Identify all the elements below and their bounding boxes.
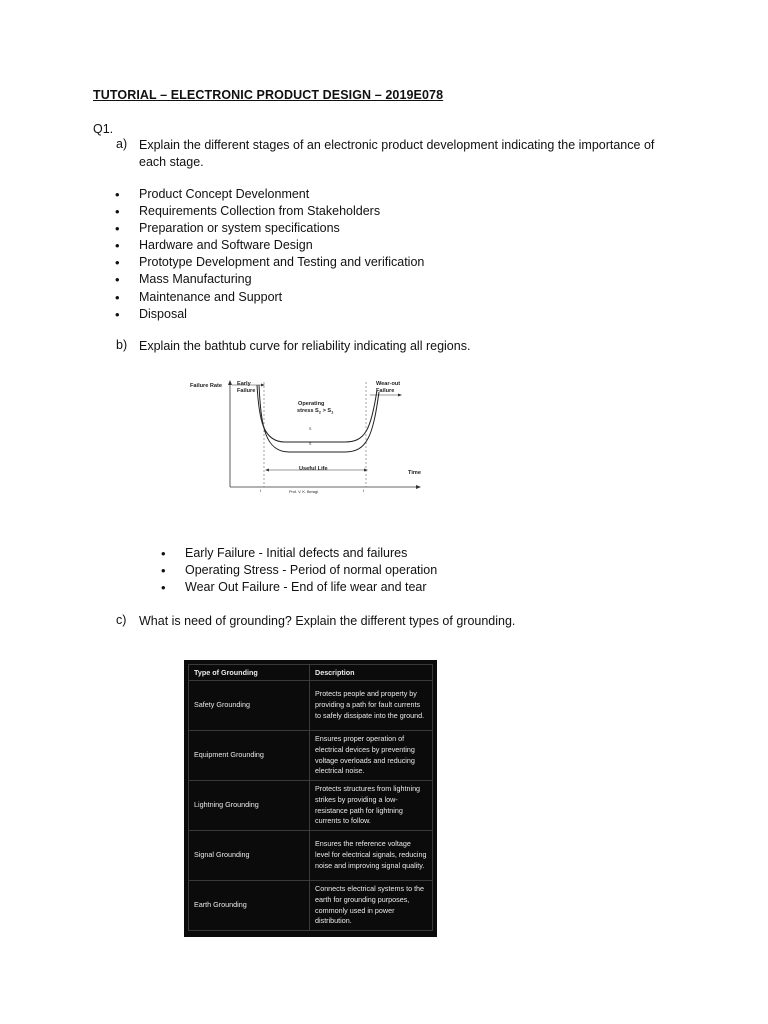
column-header: Description [310,665,433,681]
list-item: • Hardware and Software Design [93,237,424,254]
grounding-type-cell: Earth Grounding [189,881,310,931]
t1-marker: t [260,489,261,493]
grounding-table [188,664,433,931]
part-c-question: What is need of grounding? Explain the different types of grounding. [139,614,516,628]
list-item: • Product Concept Develonment [93,186,424,203]
early-failure-arrowhead [261,384,265,387]
table-row [189,781,433,831]
x-axis-arrow [416,485,421,489]
grounding-type-cell: Signal Grounding [189,831,310,881]
table-header-row [189,665,433,681]
t2-marker: t [363,489,364,493]
column-header: Type of Grounding [189,665,310,681]
list-item: • Operating Stress - Period of normal operation [139,562,437,579]
part-b-question: Explain the bathtub curve for reliability indicating all regions. [139,339,471,353]
stages-list [93,186,424,323]
list-item: • Disposal [93,306,424,323]
operating-label: Operating [298,401,325,407]
s2-marker: S [309,442,312,446]
y-axis-label: Failure Rate [190,383,223,389]
part-b-marker: b) [116,338,128,352]
document-title: TUTORIAL – ELECTRONIC PRODUCT DESIGN – 2019E078 [93,88,444,102]
useful-life-arrowhead-left [265,469,269,472]
figure-credit: Prof. V. K. Beragi [289,490,318,494]
wear-label-2: Failure [376,388,395,394]
part-c-marker: c) [116,613,127,627]
stress-label: stress $S_2 > S_1$ [297,408,334,415]
list-item: • Preparation or system specifications [93,220,424,237]
part-a-question: Explain the different stages of an electronic product development indicating the importance of each stage. [139,138,655,169]
description-cell: Connects electrical systems to the earth for grounding purposes, commonly used in power distribution. [310,881,433,931]
regions-list [139,545,437,596]
description-cell: Ensures proper operation of electrical devices by preventing voltage overloads and reducing electrical noise. [310,731,433,781]
early-label-2: Failure [237,388,256,394]
question-number: Q1. [93,122,114,136]
description-cell: Ensures the reference voltage level for electrical signals, reducing noise and improving signal quality. [310,831,433,881]
table-row [189,881,433,931]
part-a-marker: a) [116,137,128,151]
grounding-table-image [184,660,437,937]
wear-label: Wear-out [376,381,401,387]
useful-life-label: Useful Life [299,466,328,472]
list-item: • Requirements Collection from Stakeholders [93,203,424,220]
bathtub-curve-figure [185,370,430,515]
table-row [189,831,433,881]
description-cell: Protects people and property by providing a path for fault currents to safely dissipate into the ground. [310,681,433,731]
table-row [189,681,433,731]
wear-out-arrowhead [398,394,402,397]
s1-marker: S [309,427,312,431]
list-item: • Mass Manufacturing [93,271,424,288]
y-axis-arrow [228,380,232,385]
list-item: • Early Failure - Initial defects and failures [139,545,437,562]
list-item: • Wear Out Failure - End of life wear and tear [139,579,437,596]
table-row [189,731,433,781]
list-item: • Prototype Development and Testing and verification [93,254,424,271]
early-label: Early [237,381,251,387]
x-axis-label: Time [408,470,421,476]
list-item: • Maintenance and Support [93,289,424,306]
grounding-type-cell: Equipment Grounding [189,731,310,781]
grounding-type-cell: Lightning Grounding [189,781,310,831]
grounding-type-cell: Safety Grounding [189,681,310,731]
description-cell: Protects structures from lightning strikes by providing a low-resistance path for lightning currents to follow. [310,781,433,831]
